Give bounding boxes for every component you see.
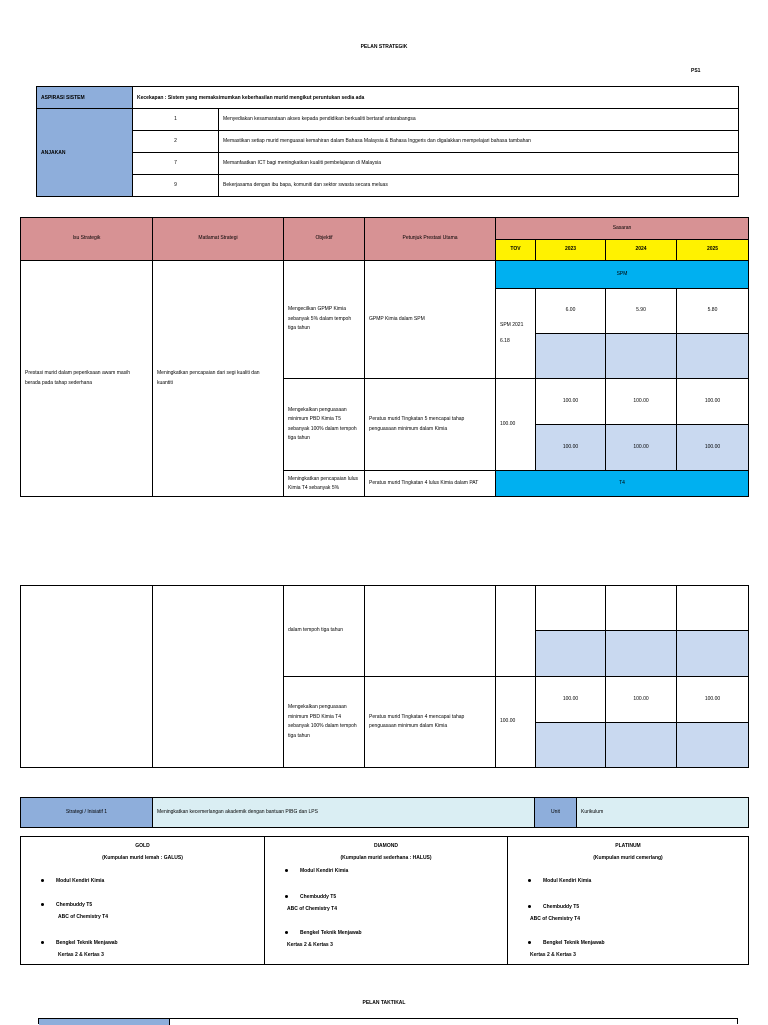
target-value: 5.90 xyxy=(606,289,677,334)
achieved-cell xyxy=(606,723,677,768)
anjakan-no: 9 xyxy=(133,175,219,197)
tov-value: 100.00 xyxy=(496,379,536,471)
header-objektif: Objektif xyxy=(284,218,365,261)
header-matlamat: Matlamat Strategi xyxy=(153,218,284,261)
anjakan-no: 2 xyxy=(133,131,219,153)
anjakan-text: Menyediakan kesamarataan akses kepada pendidikan berkualiti bertaraf antarabangsa xyxy=(219,109,739,131)
petunjuk-cell xyxy=(365,586,496,677)
achieved-cell xyxy=(606,631,677,677)
isu-cell xyxy=(21,586,153,768)
bullet-icon xyxy=(528,879,531,882)
tov-value: 100.00 xyxy=(496,677,536,768)
objektif-text: Meningkatkan pencapaian lulus Kimia T4 sebanyak 5% xyxy=(284,471,365,497)
objektif-text: Mengekalkan penguasaan minimum PBD Kimia T5 sebanyak 100% dalam tempoh tiga tahun xyxy=(284,379,365,471)
tov-label: SPM 2021 xyxy=(500,322,524,328)
tactical-title: PELAN TAKTIKAL xyxy=(362,1000,406,1006)
target-value: 6.00 xyxy=(536,289,606,334)
bullet-icon xyxy=(528,905,531,908)
achieved-value: 100.00 xyxy=(677,425,749,471)
anjakan-no: 7 xyxy=(133,153,219,175)
page-title: PELAN STRATEGIK xyxy=(360,44,408,50)
target-value: 100.00 xyxy=(677,677,749,723)
petunjuk-text: GPMP Kimia dalam SPM xyxy=(365,261,496,379)
list-item: Chembuddy T5 xyxy=(41,901,92,911)
initiative-table xyxy=(20,797,749,828)
achieved-cell xyxy=(677,334,749,379)
tov-value: 6.18 xyxy=(500,337,510,344)
strategy-table-continued xyxy=(20,585,749,768)
initiative-label: Strategi / Inisiatif 1 xyxy=(21,798,153,828)
anjakan-text: Memastikan setiap murid menguasai kemahiran dalam Bahasa Malaysia & Bahasa Inggeris dan digalakkan mempelajari bahasa tambahan xyxy=(219,131,739,153)
list-item: Chembuddy T5 xyxy=(528,903,579,913)
anjakan-text: Memanfaatkan ICT bagi meningkatkan kualiti pembelajaran di Malaysia xyxy=(219,153,739,175)
group-title: GOLD xyxy=(135,843,150,849)
target-value: 100.00 xyxy=(536,677,606,723)
unit-label: Unit xyxy=(535,798,577,828)
objektif-text: Mengekalkan penguasaan minimum PBD Kimia T4 sebanyak 100% dalam tempoh tiga tahun xyxy=(284,677,365,768)
target-cell xyxy=(606,586,677,631)
list-item: Modul Kendiri Kimia xyxy=(41,877,104,887)
petunjuk-text: Peratus murid Tingkatan 5 mencapai tahap penguasaan minimum dalam Kimia xyxy=(365,379,496,471)
tov-cell xyxy=(496,586,536,677)
list-item: Bengkel Teknik Menjawab xyxy=(41,939,118,949)
target-value: 100.00 xyxy=(677,379,749,425)
spm-band: SPM xyxy=(496,261,749,289)
anjakan-label: ANJAKAN xyxy=(37,109,133,197)
achieved-value: 100.00 xyxy=(606,425,677,471)
petunjuk-text: Peratus murid Tingkatan 4 lulus Kimia dalam PAT xyxy=(365,471,496,497)
group-subtitle: (Kumpulan murid lemah : GALUS) xyxy=(102,855,183,861)
list-item: Chembuddy T5 xyxy=(285,893,336,903)
bullet-icon xyxy=(41,941,44,944)
target-cell xyxy=(536,586,606,631)
target-value: 5.80 xyxy=(677,289,749,334)
list-item: Kertas 2 & Kertas 3 xyxy=(530,952,576,958)
group-subtitle: (Kumpulan murid cemerlang) xyxy=(593,855,663,861)
list-item: Kertas 2 & Kertas 3 xyxy=(287,942,333,948)
group-title: PLATINUM xyxy=(615,843,641,849)
anjakan-text: Bekerjasama dengan ibu bapa, komuniti dan sektor swasta secara meluas xyxy=(219,175,739,197)
achieved-cell xyxy=(677,631,749,677)
anjakan-no: 1 xyxy=(133,109,219,131)
aspirasi-label: ASPIRASI SISTEM xyxy=(37,87,133,109)
target-cell xyxy=(677,586,749,631)
header-year: 2024 xyxy=(606,240,677,261)
target-value: 100.00 xyxy=(536,379,606,425)
page-code: PS1 xyxy=(691,68,701,74)
strategy-table xyxy=(20,217,749,497)
bullet-icon xyxy=(41,903,44,906)
tactical-table xyxy=(38,1018,738,1024)
bullet-icon xyxy=(41,879,44,882)
header-sasaran: Sasaran xyxy=(496,218,749,240)
list-item: Bengkel Teknik Menjawab xyxy=(285,929,362,939)
matlamat-text: Meningkatkan pencapaian dari segi kualiti dan kuantiti xyxy=(153,261,284,497)
bullet-icon xyxy=(285,931,288,934)
header-petunjuk: Petunjuk Prestasi Utama xyxy=(365,218,496,261)
unit-value: Kurikulum xyxy=(577,798,749,828)
list-item: Modul Kendiri Kimia xyxy=(528,877,591,887)
petunjuk-text: Peratus murid Tingkatan 4 mencapai tahap penguasaan minimum dalam Kimia xyxy=(365,677,496,768)
isu-text: Prestasi murid dalam peperiksaan awam masih berada pada tahap sederhana xyxy=(21,261,153,497)
achieved-cell xyxy=(606,334,677,379)
bullet-icon xyxy=(285,895,288,898)
groups-box xyxy=(20,836,749,965)
list-item: Modul Kendiri Kimia xyxy=(285,867,348,877)
achieved-cell xyxy=(536,334,606,379)
list-item: Bengkel Teknik Menjawab xyxy=(528,939,605,949)
list-item: Kertas 2 & Kertas 3 xyxy=(58,952,104,958)
header-tov: TOV xyxy=(496,240,536,261)
achieved-cell xyxy=(536,723,606,768)
objektif-text: Mengecilkan GPMP Kimia sebanyak 5% dalam tempoh tiga tahun xyxy=(284,261,365,379)
t4-band: T4 xyxy=(496,471,749,497)
target-value: 100.00 xyxy=(606,379,677,425)
initiative-text: Meningkatkan kecemerlangan akademik dengan bantuan PIBG dan LPS xyxy=(153,798,535,828)
matlamat-cell xyxy=(153,586,284,768)
objektif-text: dalam tempoh tiga tahun xyxy=(284,586,365,677)
header-year: 2023 xyxy=(536,240,606,261)
header-isu: Isu Strategik xyxy=(21,218,153,261)
list-item: ABC of Chemistry T4 xyxy=(58,914,109,920)
achieved-value: 100.00 xyxy=(536,425,606,471)
achieved-cell xyxy=(536,631,606,677)
group-subtitle: (Kumpulan murid sederhana : HALUS) xyxy=(340,855,432,861)
aspirasi-text: Kecekapan : Sistem yang memaksimumkan keberhasilan murid mengikut peruntukan sedia ada xyxy=(133,87,739,109)
aspirasi-anjakan-table xyxy=(36,86,739,197)
list-item: ABC of Chemistry T4 xyxy=(530,916,581,922)
group-title: DIAMOND xyxy=(374,843,398,849)
bullet-icon xyxy=(285,869,288,872)
bullet-icon xyxy=(528,941,531,944)
list-item: ABC of Chemistry T4 xyxy=(287,906,338,912)
achieved-cell xyxy=(677,723,749,768)
header-year: 2025 xyxy=(677,240,749,261)
target-value: 100.00 xyxy=(606,677,677,723)
